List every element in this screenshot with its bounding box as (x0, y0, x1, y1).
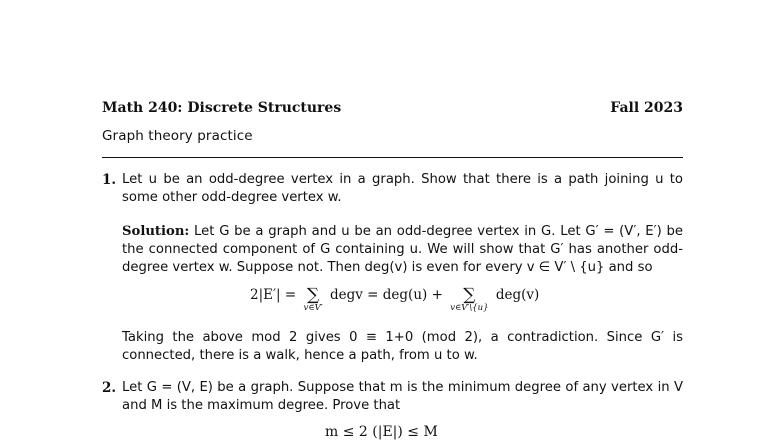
equation-lhs: 2|E′| = (250, 287, 297, 303)
problem-statement: Let u be an odd-degree vertex in a graph. Show that there is a path joining u to some other odd-degree vertex w. (122, 172, 683, 205)
degree-sum-equation (250, 287, 539, 321)
solution-paragraph (122, 223, 683, 277)
problem-2 (102, 379, 683, 415)
term-label: Fall 2023 (610, 100, 683, 116)
sigma-symbol: ∑ (463, 285, 476, 305)
equation-rhs: deg(v) (495, 287, 540, 303)
problem-number: 2. (102, 380, 117, 396)
summation-index: v∈V′ (303, 303, 323, 313)
problem-number: 1. (102, 172, 117, 188)
document-subtitle: Graph theory practice (102, 128, 253, 144)
problem-statement: Let G = (V, E) be a graph. Suppose that m is the minimum degree of any vertex in V and M is the maximum degree. Prove that (122, 380, 683, 413)
sigma-symbol: ∑ (307, 285, 320, 305)
solution-text: Let G be a graph and u be an odd-degree vertex in G. Let G′ = (V′, E′) be the connected component of G containing u. We will show that G′ has another odd-degree vertex w. Suppose not. Then deg(v) is even for every v ∈ V′ \ {u} and so (122, 224, 683, 275)
header-divider (102, 157, 683, 158)
inequality-formula: m ≤ 2 (|E|) ≤ M (325, 424, 438, 440)
summation-index: v∈V′\{u} (450, 303, 489, 313)
solution-label: Solution: (122, 224, 190, 239)
problem-1 (102, 171, 683, 207)
course-title: Math 240: Discrete Structures (102, 100, 342, 116)
equation-middle: degv = deg(u) + (329, 287, 443, 303)
solution-conclusion: Taking the above mod 2 gives 0 ≡ 1+0 (mod 2), a contradiction. Since G′ is connected, there is a walk, hence a path, from u to w. (122, 330, 683, 363)
summation-1 (304, 287, 323, 313)
document-header (102, 100, 683, 116)
summation-2 (450, 287, 488, 313)
